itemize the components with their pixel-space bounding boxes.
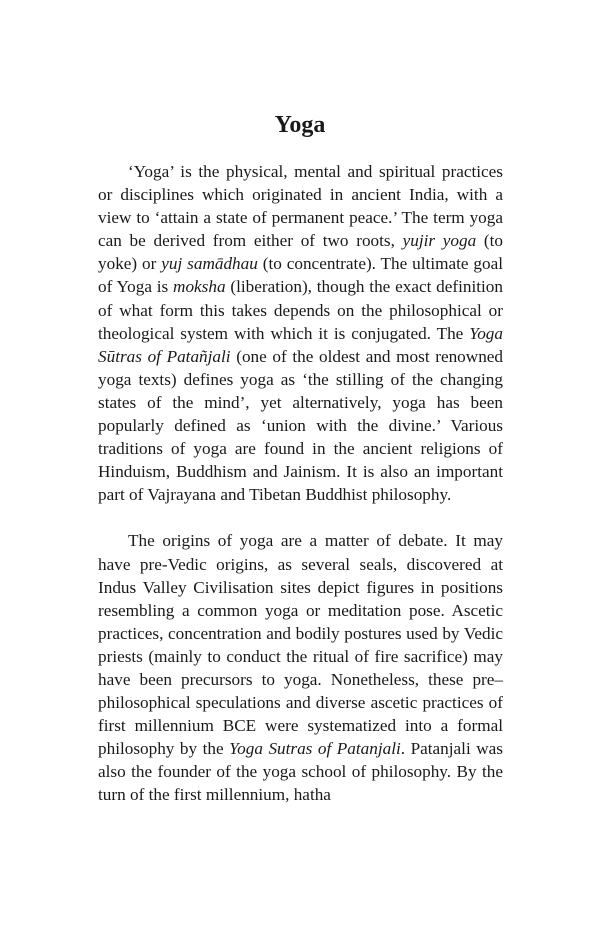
text-run-italic: moksha [173, 277, 226, 297]
text-run: (one of the oldest and most renowned yoga texts) defines yoga as ‘the stilling of the changing states of the mind’, yet alternatively, yoga has been popularly defined as ‘union with the divine.’ Various traditions of yoga are found in the ancient religions of Hinduism, Buddhism and Jainism. It is also an important part of Vajrayana and Tibetan Buddhist philosophy. [98, 346, 504, 505]
text-run-italic: yuj samādhau [161, 254, 258, 274]
text-run: . Patanjali was also the founder of the yoga school of philosophy. By the turn of the first millennium, hatha [98, 739, 503, 805]
paragraph-2 [98, 529, 503, 806]
text-run: ‘Yoga’ is the physical, mental and spiritual practices or disciplines which originated in ancient India, with a view to ‘attain a state of permanent peace.’ The term yoga can be derived from either of two roots, [98, 162, 503, 251]
paragraph-1 [98, 160, 503, 506]
text-run: The origins of yoga are a matter of debate. It may have pre-Vedic origins, as several seals, discovered at Indus Valley Civilisation sites depict figures in positions resembling a common yoga or meditation pose. Ascetic practices, concentration and bodily postures used by Vedic priests (mainly to conduct the ritual of fire sacrifice) may have been precursors to yoga. Nonetheless, these pre–philosophical speculations and diverse ascetic practices of first millennium BCE were systematized into a formal philosophy by the [98, 531, 503, 759]
text-run-italic: Yoga Sūtras of Patañjali [98, 323, 503, 366]
text-run-italic: Yoga Sutras of Patanjali [229, 739, 401, 759]
text-run-italic: yujir yoga [402, 231, 477, 251]
text-run: (to yoke) or [98, 231, 504, 274]
body-text [98, 160, 503, 807]
page-title: Yoga [274, 112, 326, 138]
text-run: (liberation), though the exact definition of what form this takes depends on the philosophical or theological system with which it is conjugated. The [98, 277, 503, 343]
text-run: (to concentrate). The ultimate goal of Yoga is [98, 254, 503, 297]
